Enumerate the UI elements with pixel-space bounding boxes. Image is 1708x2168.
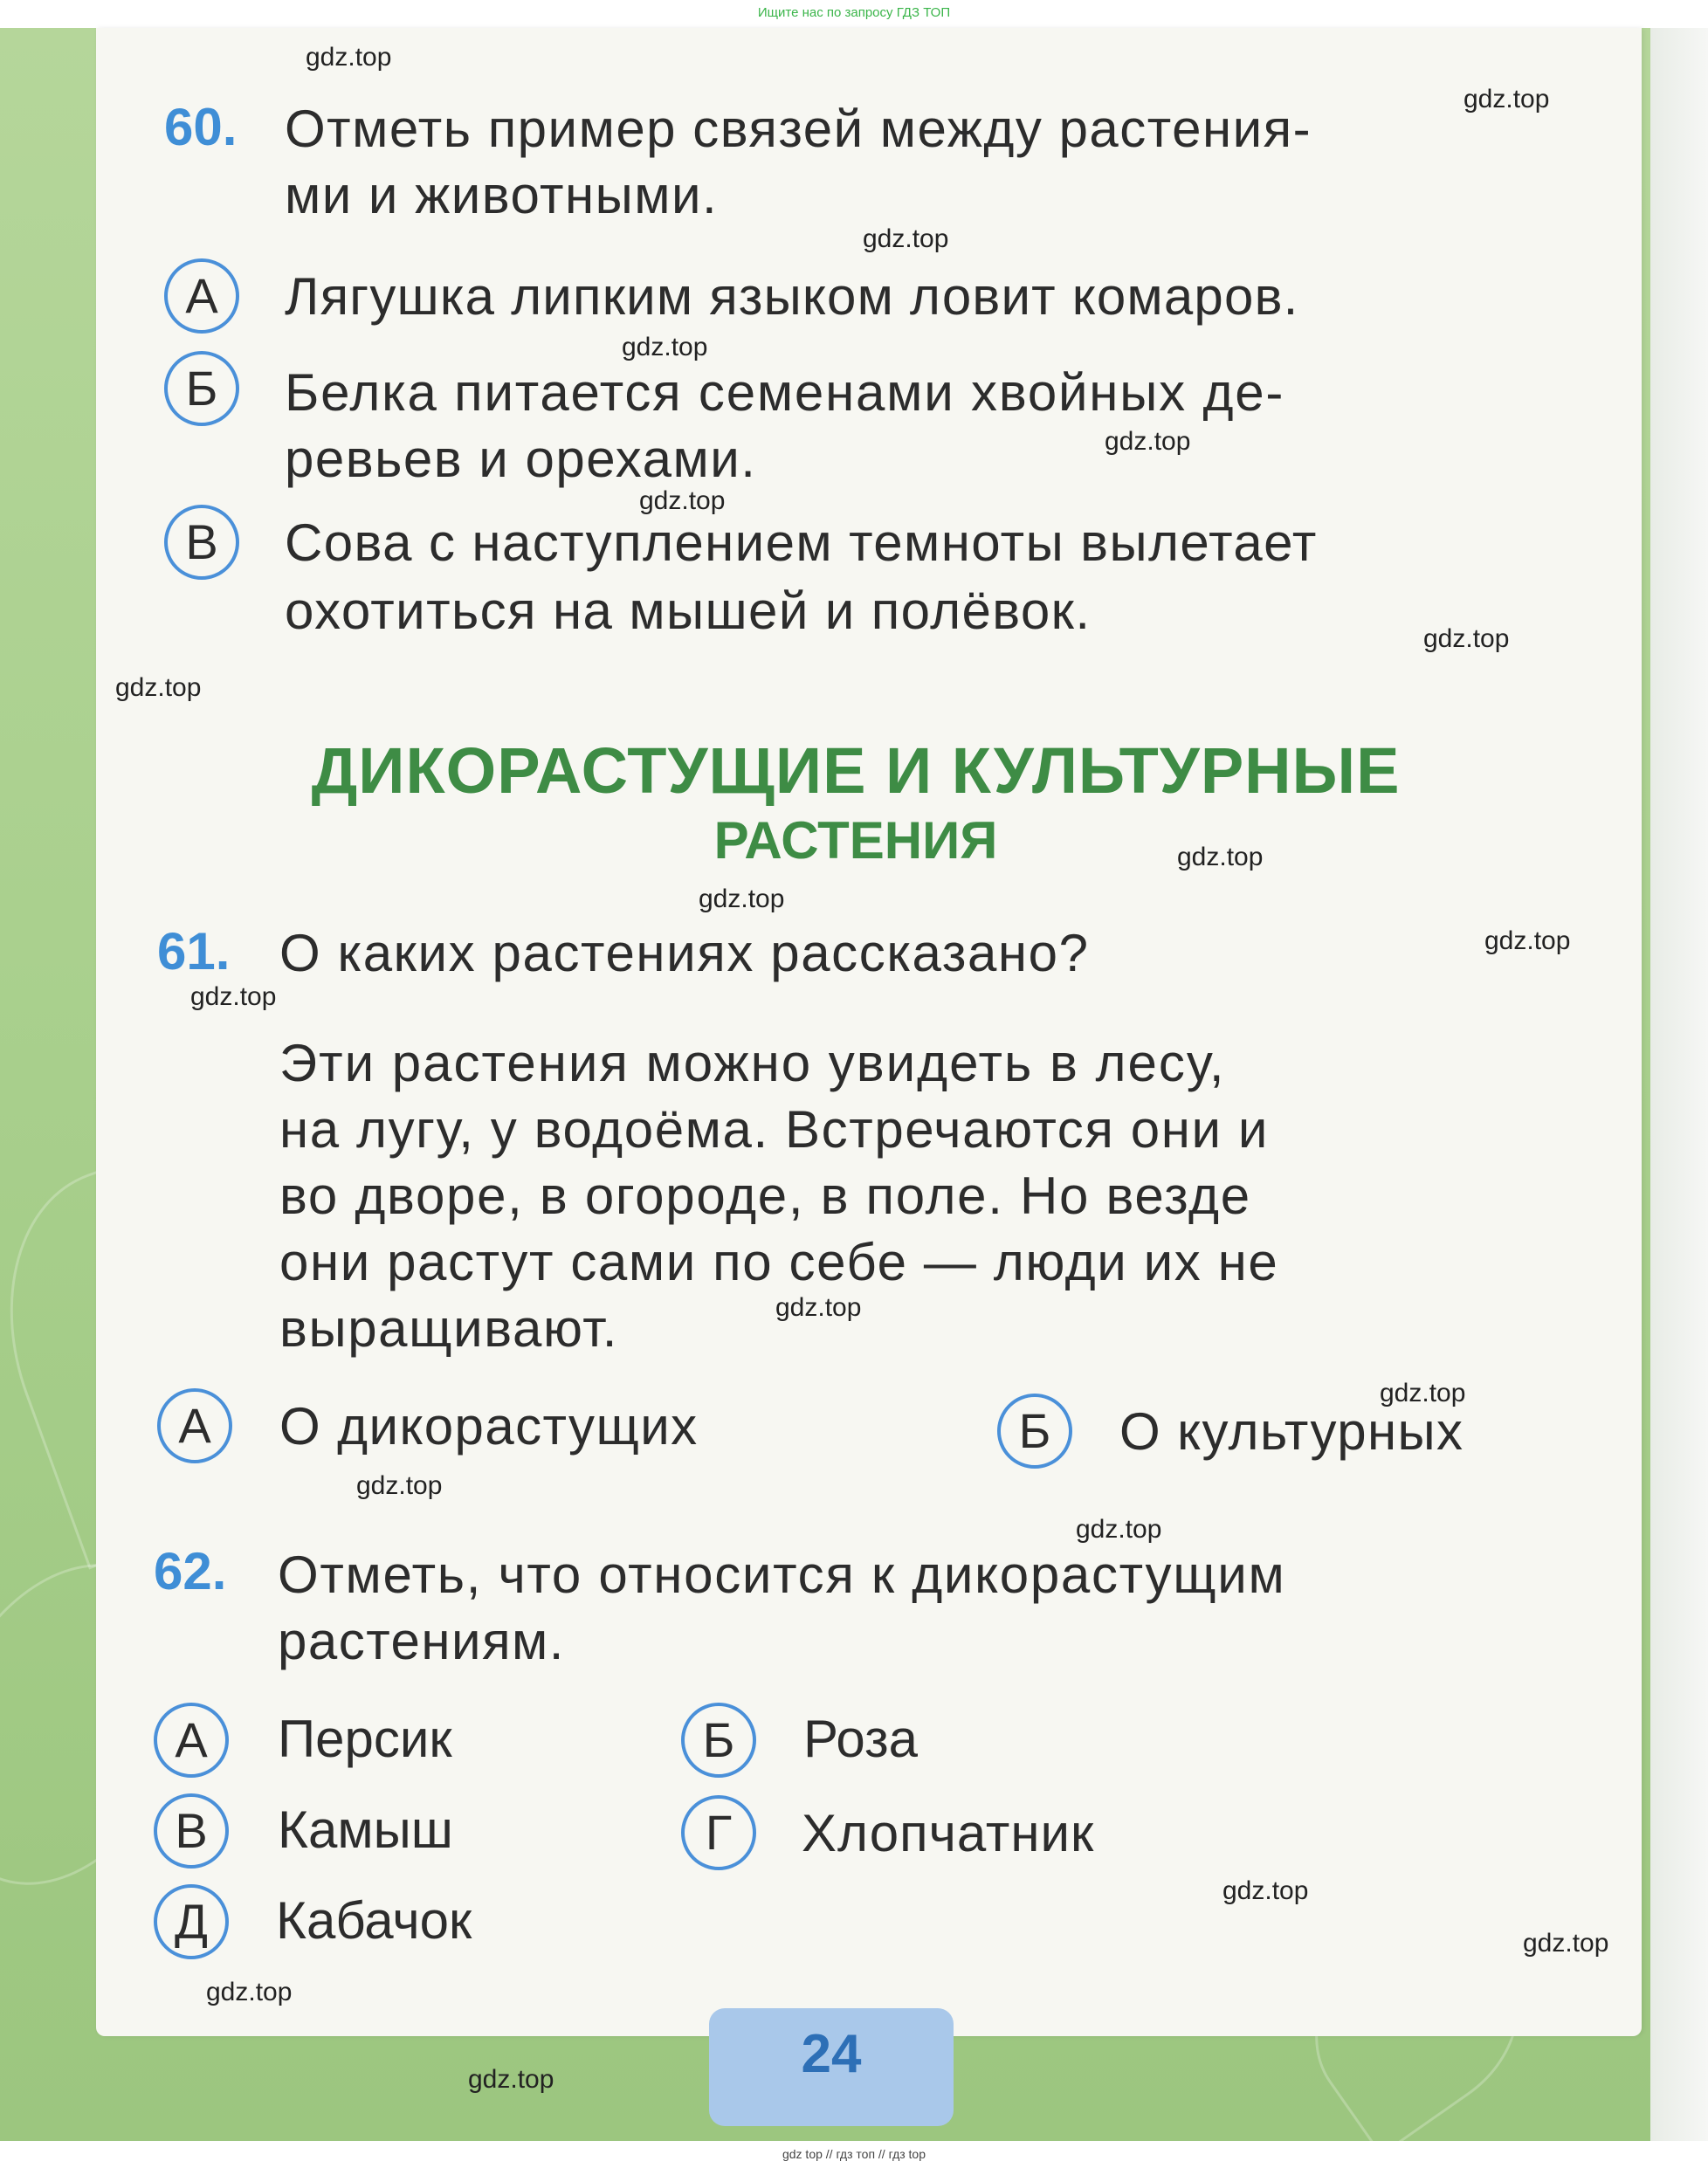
question-61-paragraph: во дворе, в огороде, в поле. Но везде [279, 1167, 1251, 1225]
watermark: gdz.top [206, 1978, 293, 2006]
option-c-circle[interactable]: В [164, 505, 239, 580]
option-b-circle[interactable]: Б [997, 1394, 1072, 1469]
option-a-circle[interactable]: А [157, 1388, 232, 1463]
watermark: gdz.top [356, 1471, 443, 1500]
option-d-text: Хлопчатник [802, 1804, 1095, 1862]
page-edge [1650, 28, 1708, 2141]
option-a-circle[interactable]: А [154, 1703, 229, 1778]
option-b-text: Роза [803, 1710, 918, 1768]
option-e-circle[interactable]: Д [154, 1884, 229, 1959]
watermark: gdz.top [622, 333, 708, 361]
option-a-text: Персик [278, 1710, 452, 1768]
watermark: gdz.top [1464, 85, 1550, 114]
watermark: gdz.top [1222, 1876, 1309, 1905]
watermark: gdz.top [639, 486, 726, 515]
option-a-text: О дикорастущих [279, 1397, 699, 1456]
question-60-text: ми и животными. [285, 166, 719, 224]
top-banner: Ищите нас по запросу ГДЗ ТОП [757, 5, 951, 20]
watermark: gdz.top [863, 224, 949, 253]
question-61-paragraph: выращивают. [279, 1299, 618, 1358]
watermark: gdz.top [699, 884, 785, 913]
question-61-paragraph: они растут сами по себе — люди их не [279, 1233, 1279, 1291]
watermark: gdz.top [1177, 843, 1264, 871]
question-61-number: 61. [157, 922, 231, 981]
watermark: gdz.top [775, 1293, 862, 1322]
option-c-text: охотиться на мышей и полёвок. [285, 582, 1092, 640]
question-62-text: растениям. [278, 1612, 565, 1670]
question-61-paragraph: Эти растения можно увидеть в лесу, [279, 1034, 1226, 1092]
option-b-circle[interactable]: Б [681, 1703, 756, 1778]
option-b-text: О культурных [1119, 1402, 1464, 1461]
question-60-number: 60. [164, 98, 238, 156]
option-c-circle[interactable]: В [154, 1793, 229, 1869]
watermark: gdz.top [190, 982, 277, 1011]
option-c-text: Сова с наступлением темноты вылетает [285, 513, 1318, 572]
option-a-circle[interactable]: А [164, 258, 239, 334]
question-61-text: О каких растениях рассказано? [279, 924, 1090, 982]
watermark: gdz.top [115, 673, 202, 702]
watermark: gdz.top [1423, 624, 1510, 653]
watermark: gdz.top [1105, 427, 1191, 456]
page-number: 24 [709, 2008, 954, 2126]
section-heading: ДИКОРАСТУЩИЕ И КУЛЬТУРНЫЕ [311, 734, 1401, 807]
watermark: gdz.top [1380, 1379, 1466, 1407]
option-c-text: Камыш [278, 1800, 453, 1859]
question-62-number: 62. [154, 1542, 227, 1600]
watermark: gdz.top [468, 2065, 554, 2094]
watermark: gdz.top [1076, 1515, 1162, 1544]
watermark: gdz.top [306, 43, 392, 72]
option-b-text: ревьев и орехами. [285, 430, 757, 488]
watermark: gdz.top [1484, 926, 1571, 955]
option-b-circle[interactable]: Б [164, 351, 239, 426]
question-60-text: Отметь пример связей между растения- [285, 100, 1312, 158]
option-b-text: Белка питается семенами хвойных де- [285, 363, 1285, 422]
option-e-text: Кабачок [276, 1891, 472, 1950]
question-61-paragraph: на лугу, у водоёма. Встречаются они и [279, 1100, 1269, 1159]
bottom-banner: gdz top // гдз топ // гдз top [0, 2141, 1708, 2168]
option-d-circle[interactable]: Г [681, 1795, 756, 1870]
question-62-text: Отметь, что относится к дикорастущим [278, 1545, 1286, 1604]
option-a-text: Лягушка липким языком ловит комаров. [285, 267, 1299, 326]
watermark: gdz.top [1523, 1929, 1609, 1958]
section-heading-subtitle: РАСТЕНИЯ [713, 811, 998, 870]
